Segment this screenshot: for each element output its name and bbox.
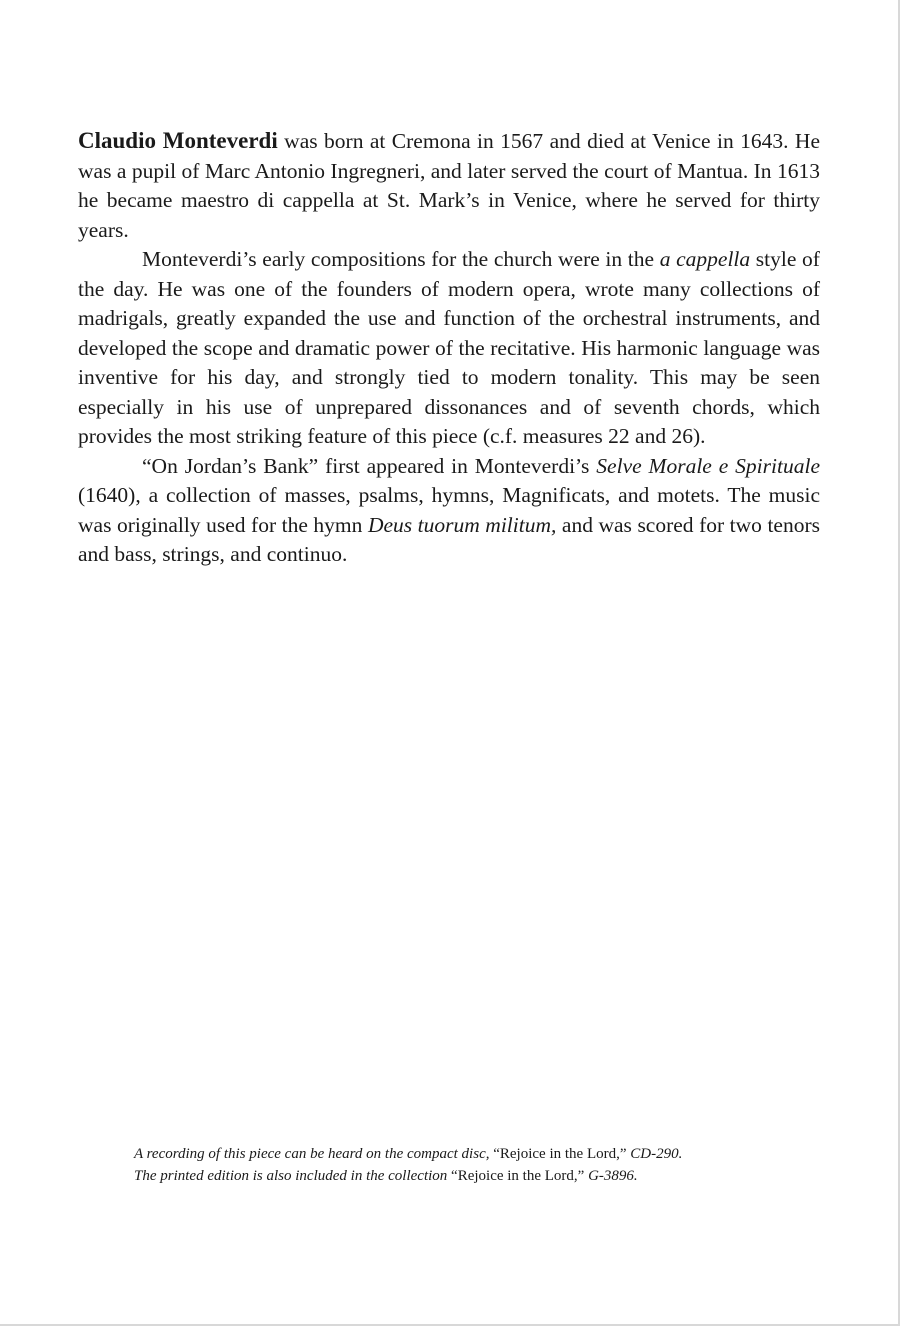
footer-line-1-italic: A recording of this piece can be heard on the compact disc, xyxy=(134,1146,494,1162)
paragraph-3-italic-collection: Selve Morale e Spirituale xyxy=(596,453,820,478)
footer-note xyxy=(134,1143,834,1187)
paragraph-1-text: was born at Cremona in 1567 and died at Venice in 1643. He was a pupil of Marc Antonio Ingregneri, and later served the court of Mantua. In 1613 he became maestro di cappella at St. Mark’s in Venice, where he served for thirty years. xyxy=(78,129,820,242)
paragraph-2-text-b: style of the day. He was one of the founders of modern opera, wrote many collections of madrigals, greatly expanded the use and function of the orchestral instruments, and developed the scope and dramatic power of the recitative. His harmonic language was inventive for his day, and strongly tied to modern tonality. This may be seen especially in his use of unprepared dissonances and of seventh chords, which provides the most striking feature of this piece (c.f. measures 22 and 26). xyxy=(78,247,820,448)
footer-line-2-title: “Rejoice in the Lord,” xyxy=(451,1168,585,1184)
footer-line-1-code: CD-290. xyxy=(626,1146,683,1162)
footer-line-2-italic: The printed edition is also included in the collection xyxy=(134,1168,452,1184)
paragraph-3-text-b: (1640), a collection of masses, psalms, hymns, Magnificats, and motets. The music was originally used for the hymn xyxy=(78,483,820,537)
footer-line-2-code: G-3896. xyxy=(584,1168,638,1184)
footer-line-1-title: “Rejoice in the Lord,” xyxy=(493,1146,627,1162)
paragraph-3-italic-hymn: Deus tuorum militum, xyxy=(367,512,557,537)
paragraph-3-text-a: “On Jordan’s Bank” first appeared in Monteverdi’s xyxy=(142,453,597,478)
paragraph-3-text-c: and was scored for two tenors and bass, strings, and continuo. xyxy=(78,512,821,566)
paragraph-3 xyxy=(78,452,820,570)
footer-line-recording xyxy=(134,1143,834,1165)
paragraph-1 xyxy=(78,126,820,245)
paragraph-2-italic: a cappella xyxy=(659,247,751,271)
composer-name: Claudio Monteverdi xyxy=(78,128,278,153)
paragraph-2-text-a: Monteverdi’s early compositions for the church were in the xyxy=(142,247,660,271)
paragraph-2 xyxy=(78,245,820,452)
footer-line-edition xyxy=(134,1165,834,1187)
biography-text xyxy=(78,126,820,570)
